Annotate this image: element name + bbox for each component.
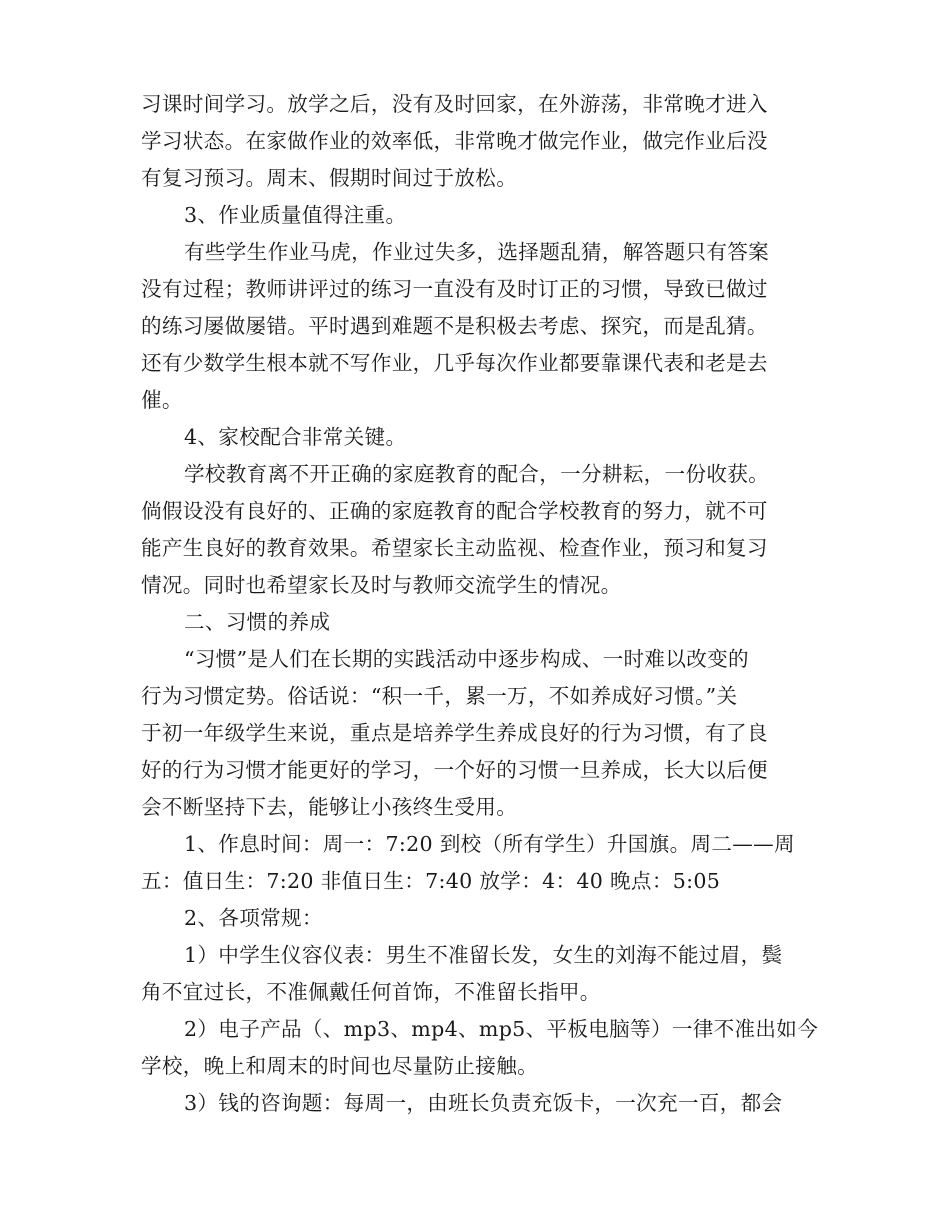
text-line: 习课时间学习。放学之后，没有及时回家，在外游荡，非常晚才进入	[141, 92, 768, 116]
text-line: 3、作业质量值得注重。	[184, 203, 407, 227]
text-line: 2、各项常规：	[184, 906, 323, 930]
text-line: 的练习屡做屡错。平时遇到难题不是积极去考虑、探究，而是乱猜。	[141, 314, 768, 338]
text-line: 于初一年级学生来说，重点是培养学生养成良好的行为习惯，有了良	[141, 721, 768, 745]
text-line: 1）中学生仪容仪表：男生不准留长发，女生的刘海不能过眉，鬓	[184, 943, 783, 967]
text-line: 还有少数学生根本就不写作业，几乎每次作业都要靠课代表和老是去	[141, 351, 768, 375]
text-line: 倘假设没有良好的、正确的家庭教育的配合学校教育的努力，就不可	[141, 499, 768, 523]
text-line: 好的行为习惯才能更好的学习，一个好的习惯一旦养成，长大以后便	[141, 758, 768, 782]
text-line: 情况。同时也希望家长及时与教师交流学生的情况。	[141, 573, 622, 597]
text-line: 行为习惯定势。俗话说：“积一千，累一万，不如养成好习惯。”关	[141, 684, 738, 708]
text-line: 五：值日生：7:20 非值日生：7:40 放学：4：40 晚点：5:05	[141, 869, 721, 893]
text-line: 二、习惯的养成	[184, 610, 331, 634]
text-line: 会不断坚持下去，能够让小孩终生受用。	[141, 795, 518, 819]
text-line: 1、作息时间：周一：7:20 到校（所有学生）升国旗。周二——周	[184, 832, 795, 856]
text-line: 有复习预习。周末、假期时间过于放松。	[141, 166, 518, 190]
text-line: 学习状态。在家做作业的效率低，非常晚才做完作业，做完作业后没	[141, 129, 768, 153]
text-line: 能产生良好的教育效果。希望家长主动监视、检查作业，预习和复习	[141, 536, 768, 560]
text-line: 学校，晚上和周末的时间也尽量防止接触。	[141, 1054, 538, 1078]
text-line: 有些学生作业马虎，作业过失多，选择题乱猜，解答题只有答案	[184, 240, 770, 264]
text-line: 4、家校配合非常关键。	[184, 425, 407, 449]
text-line: 3）钱的咨询题：每周一，由班长负责充饭卡，一次充一百，都会	[184, 1091, 783, 1115]
text-line: 催。	[141, 388, 183, 412]
text-line: 没有过程；教师讲评过的练习一直没有及时订正的习惯，导致已做过	[141, 277, 768, 301]
text-line: 学校教育离不开正确的家庭教育的配合，一分耕耘，一份收获。	[184, 462, 770, 486]
document-body	[141, 86, 819, 1122]
text-line: “习惯”是人们在长期的实践活动中逐步构成、一时难以改变的	[184, 647, 749, 671]
text-line: 角不宜过长，不准佩戴任何首饰，不准留长指甲。	[141, 980, 601, 1004]
text-line: 2）电子产品（、mp3、mp4、mp5、平板电脑等）一律不准出如今	[184, 1017, 819, 1041]
